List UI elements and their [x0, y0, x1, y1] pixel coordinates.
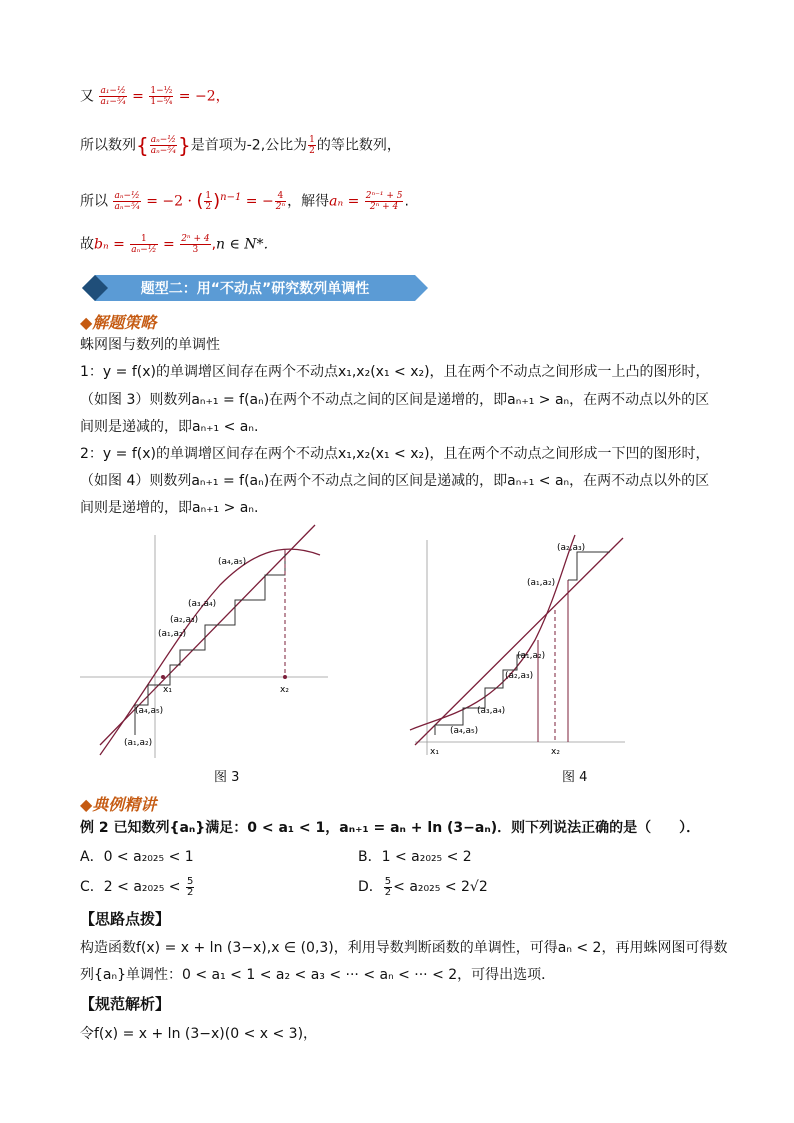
hint-line-2: 列{aₙ}单调性：0 < a₁ < 1 < a₂ < a₃ < ··· < aₙ < ··· < 2，可得出选项． — [80, 967, 556, 983]
svg-text:(a₁,a₂): (a₁,a₂) — [527, 578, 556, 588]
example-heading: ◆典例精讲 — [80, 795, 157, 814]
paragraph-2-line-1: 2：y = f(x)的单调增区间存在两个不动点x₁,x₂(x₁ < x₂)，且在两个不动点之间形成一下凹的图形时， — [80, 446, 710, 462]
svg-text:x₁: x₁ — [163, 685, 172, 695]
fraction: $\frac{\text{aₙ−½}}{\text{aₙ−⁵⁄₄}}$ — [114, 191, 140, 213]
section-title: 题型二：用“不动点”研究数列单调性 — [140, 281, 370, 297]
figure-4-caption: 图 4 — [562, 770, 588, 785]
hint-title: 【思路点拨】 — [80, 910, 171, 928]
svg-text:(a₁,a₂): (a₁,a₂) — [124, 738, 153, 748]
paragraph-1-line-1: 1：y = f(x)的单调增区间存在两个不动点x₁,x₂(x₁ < x₂)，且在两个不动点之间形成一上凸的图形时， — [80, 364, 710, 380]
svg-text:(a₂,a₃): (a₂,a₃) — [170, 615, 199, 625]
fraction: $\frac{1}{2}$ — [309, 135, 315, 156]
paragraph-2-line-3: 间则是递增的，即aₙ₊₁ > aₙ. — [80, 500, 259, 516]
svg-text:x₂: x₂ — [280, 685, 289, 695]
svg-text:(a₄,a₅): (a₄,a₅) — [135, 706, 164, 716]
paragraph-1-line-3: 间则是递减的，即aₙ₊₁ < aₙ. — [80, 419, 259, 435]
svg-text:(a₃,a₄): (a₃,a₄) — [477, 706, 506, 716]
svg-text:(a₁,a₂): (a₁,a₂) — [158, 629, 187, 639]
figure-4-cobweb — [405, 530, 630, 760]
formula-line-2: 所以数列{ $\frac{\text{aₙ−½}}{\text{aₙ−⁵⁄₄}}$ }是首项为-2,公比为 $\frac{1}{2}$ 的等比数列， — [80, 133, 401, 158]
svg-text:x₁: x₁ — [430, 747, 439, 757]
hint-line-1: 构造函数f(x) = x + ln (3−x),x ∈ (0,3)，利用导数判断函数的单调性，可得aₙ < 2，再用蛛网图可得数 — [80, 940, 728, 956]
formula-line-1: 又 $\frac{\text{a₁−½}}{\text{a₁−⁵⁄₄}}$ = $\frac{\text{1−½}}{\text{1−⁵⁄₄}}$ = −2， — [80, 86, 230, 107]
option-d: D． $\frac{5}{2}$ < a₂₀₂₅ < 2√2 — [358, 875, 488, 898]
solution-title: 【规范解析】 — [80, 995, 171, 1013]
solution-line-1: 令f(x) = x + ln (3−x)(0 < x < 3)， — [80, 1026, 318, 1042]
section-banner — [80, 273, 430, 303]
svg-text:(a₂,a₃): (a₂,a₃) — [505, 671, 534, 681]
svg-text:x₂: x₂ — [551, 747, 560, 757]
formula-line-4: 故bₙ = $\frac{1}{\text{aₙ−½}}$ = $\frac{\text{2ⁿ + 4}}{3}$ ,n ∈ N*． — [80, 234, 278, 255]
svg-text:(a₄,a₅): (a₄,a₅) — [450, 726, 479, 736]
paragraph-2-line-2: （如图 4）则数列aₙ₊₁ = f(aₙ)在两个不动点之间的区间是递减的，即aₙ₊₁ < aₙ，在两不动点以外的区 — [80, 473, 710, 489]
example-stem: 例 2 已知数列{aₙ}满足：0 < a₁ < 1，aₙ₊₁ = aₙ + ln (3−aₙ)．则下列说法正确的是（ ）． — [80, 820, 701, 836]
fraction: $\frac{\text{1−½}}{\text{1−⁵⁄₄}}$ — [150, 86, 173, 107]
strategy-intro: 蛛网图与数列的单调性 — [80, 337, 220, 353]
svg-text:(a₄,a₅): (a₄,a₅) — [218, 557, 247, 567]
option-a: A．0 < a₂₀₂₅ < 1 — [80, 849, 194, 865]
svg-text:(a₁,a₂): (a₁,a₂) — [517, 651, 546, 661]
fraction: $\frac{\text{a₁−½}}{\text{a₁−⁵⁄₄}}$ — [100, 86, 126, 107]
figure-3-caption: 图 3 — [214, 770, 240, 785]
paragraph-1-line-2: （如图 3）则数列aₙ₊₁ = f(aₙ)在两个不动点之间的区间是递增的，即aₙ₊₁ > aₙ，在两不动点以外的区 — [80, 392, 710, 408]
figure-3-cobweb — [80, 520, 330, 760]
fraction: $\frac{1}{\text{aₙ−½}}$ — [131, 234, 157, 255]
formula-line-3: 所以 $\frac{\text{aₙ−½}}{\text{aₙ−⁵⁄₄}}$ = −2 · ( $\frac{1}{2}$ )$^{n-1}$ = − $\frac{4}{\text{2ⁿ}}$ ，解得aₙ = $\frac{\text{2ⁿ⁻¹ + 5}}{\text{2ⁿ + 4}}$ . — [80, 190, 409, 213]
svg-text:(a₃,a₄): (a₃,a₄) — [188, 599, 217, 609]
option-c: C．2 < a₂₀₂₅ < $\frac{5}{2}$ — [80, 875, 194, 898]
fraction: $\frac{\text{aₙ−½}}{\text{aₙ−⁵⁄₄}}$ — [150, 135, 177, 156]
option-b: B．1 < a₂₀₂₅ < 2 — [358, 849, 472, 865]
strategy-heading: ◆解题策略 — [80, 313, 157, 332]
svg-text:(a₂,a₃): (a₂,a₃) — [557, 543, 586, 553]
